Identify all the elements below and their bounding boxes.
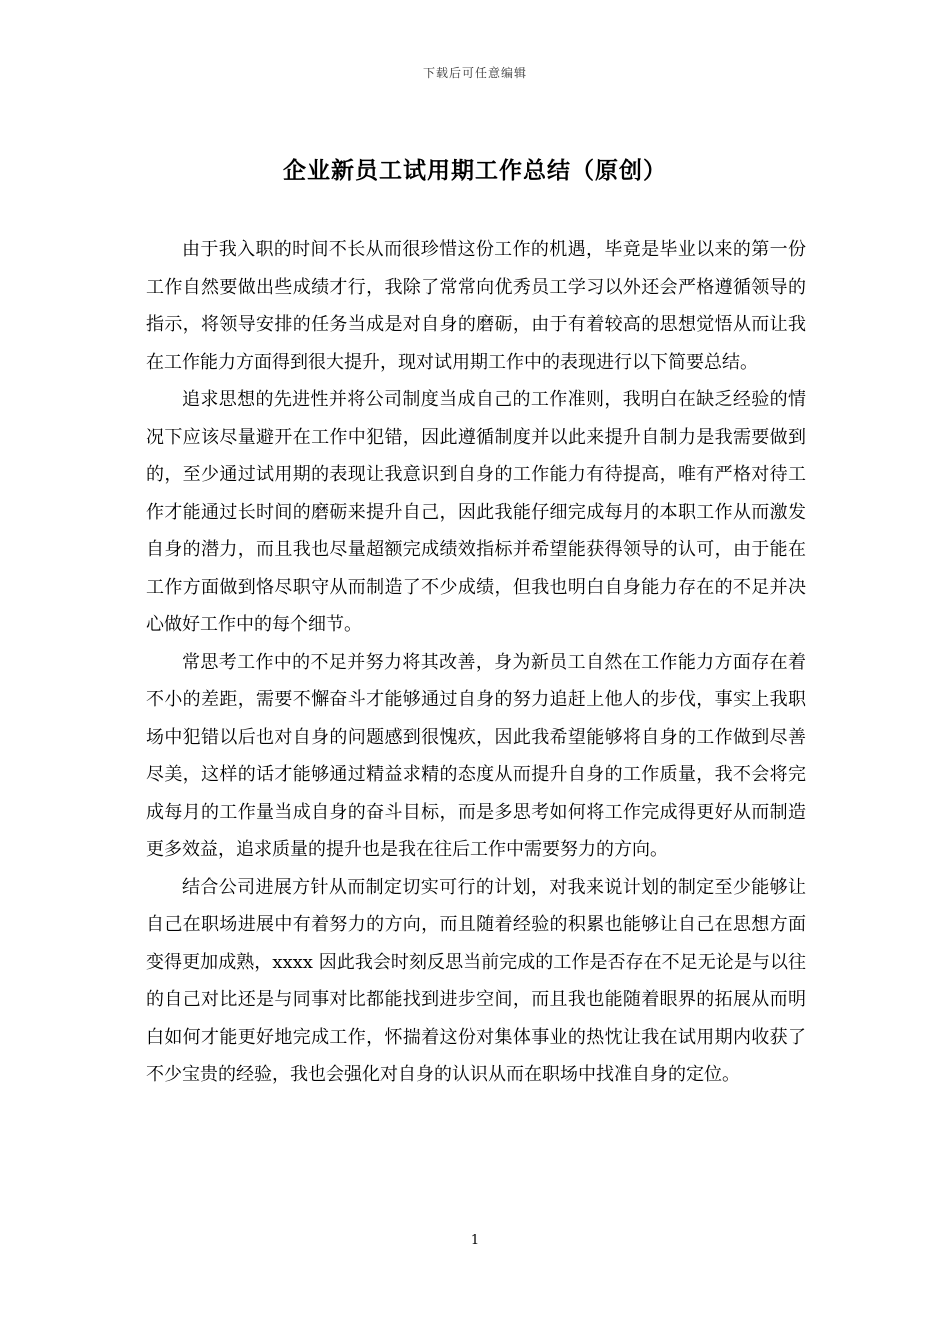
paragraph-3: 常思考工作中的不足并努力将其改善，身为新员工自然在工作能力方面存在着不小的差距，需要不懈奋斗才能够通过自身的努力追赶上他人的步伐，事实上我职场中犯错以后也对自身的问题感到很愧疚，因此我希望能够将自身的工作做到尽善尽美，这样的话才能够通过精益求精的态度从而提升自身的工作质量，我不会将完成每月的工作量当成自身的奋斗目标，而是多思考如何将工作完成得更好从而制造更多效益，追求质量的提升也是我在往后工作中需要努力的方向。	[146, 651, 806, 860]
page-number: 1	[470, 1233, 480, 1248]
paragraph-4: 结合公司进展方针从而制定切实可行的计划，对我来说计划的制定至少能够让自己在职场进展中有着努力的方向，而且随着经验的积累也能够让自己在思想方面变得更加成熟，xxxx 因此我会时刻反思当前完成的工作是否存在不足无论是与以往的自己对比还是与同事对比都能找到进步空间，而且我也能随着眼界的拓展从而明白如何才能更好地完成工作，怀揣着这份对集体事业的热忱让我在试用期内收获了不少宝贵的经验，我也会强化对自身的认识从而在职场中找准自身的定位。	[146, 876, 806, 1085]
paragraph-2: 追求思想的先进性并将公司制度当成自己的工作准则，我明白在缺乏经验的情况下应该尽量避开在工作中犯错，因此遵循制度并以此来提升自制力是我需要做到的，至少通过试用期的表现让我意识到自身的工作能力有待提高，唯有严格对待工作才能通过长时间的磨砺来提升自己，因此我能仔细完成每月的本职工作从而激发自身的潜力，而且我也尽量超额完成绩效指标并希望能获得领导的认可，由于能在工作方面做到恪尽职守从而制造了不少成绩，但我也明白自身能力存在的不足并决心做好工作中的每个细节。	[146, 389, 806, 635]
paragraph-1: 由于我入职的时间不长从而很珍惜这份工作的机遇，毕竟是毕业以来的第一份工作自然要做出些成绩才行，我除了常常向优秀员工学习以外还会严格遵循领导的指示，将领导安排的任务当成是对自身的磨砺，由于有着较高的思想觉悟从而让我在工作能力方面得到很大提升，现对试用期工作中的表现进行以下简要总结。	[146, 239, 806, 373]
document-body	[146, 231, 806, 1094]
document-title: 企业新员工试用期工作总结（原创）	[283, 157, 667, 184]
header-note: 下载后可任意编辑	[422, 66, 527, 80]
